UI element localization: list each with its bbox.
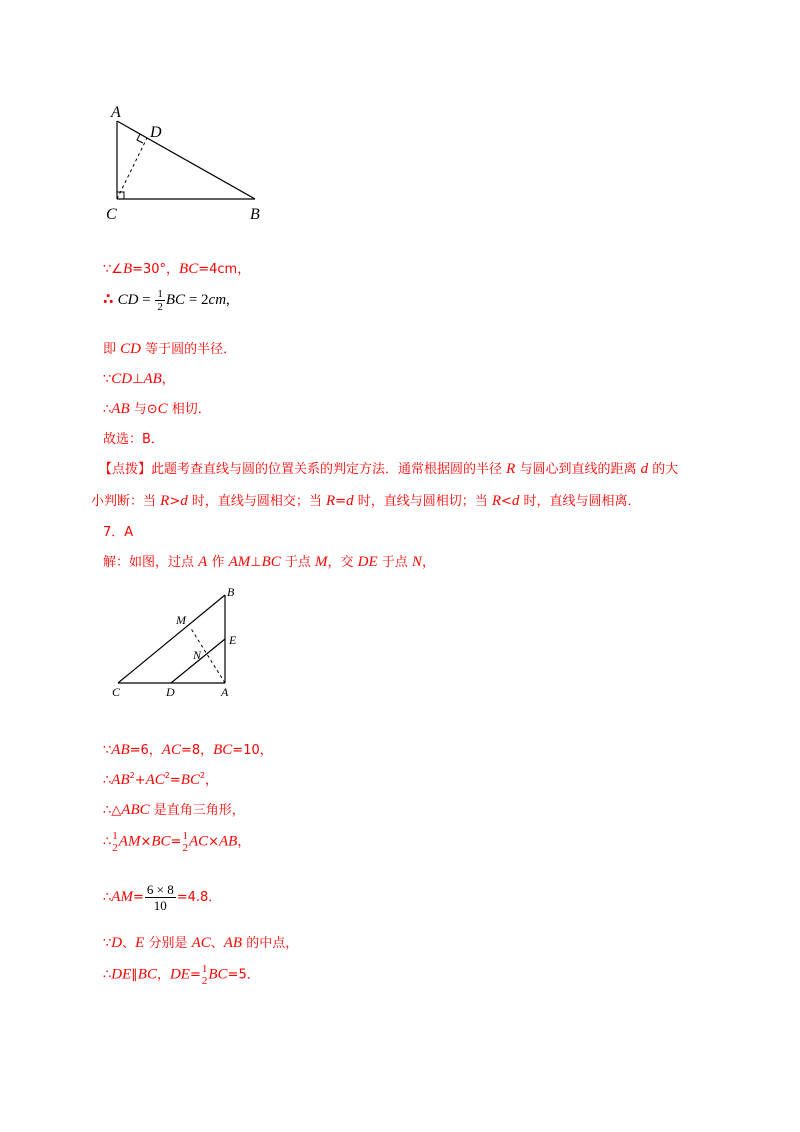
label-d: D bbox=[150, 124, 162, 141]
note-tag: 【点拨】 bbox=[99, 462, 152, 477]
therefore-triangle: ∴△ bbox=[103, 803, 122, 818]
var-r: R bbox=[491, 493, 501, 509]
var-bc: BC bbox=[208, 966, 228, 983]
var-cd: CD bbox=[111, 371, 133, 387]
var-bc: BC bbox=[137, 966, 157, 983]
label-m: M bbox=[176, 613, 186, 627]
fraction-denominator: 2 bbox=[201, 975, 208, 987]
var-am: AM bbox=[111, 889, 133, 905]
var-c: C bbox=[157, 401, 168, 417]
sol7-line-7 bbox=[103, 963, 260, 987]
text: 即 bbox=[103, 342, 121, 357]
var-d: d bbox=[346, 493, 354, 509]
var-bc: BC bbox=[261, 554, 281, 570]
sol7-line-6 bbox=[103, 932, 298, 952]
var-bc: BC bbox=[165, 292, 186, 308]
text: 时，直线与圆相交；当 bbox=[187, 494, 326, 509]
exponent: 2 bbox=[164, 771, 170, 780]
because-symbol: ∵ bbox=[103, 743, 112, 758]
var-am: AM bbox=[118, 833, 141, 850]
text: 与⊙ bbox=[129, 402, 158, 417]
sol7-intro bbox=[103, 551, 435, 571]
times: × bbox=[208, 834, 220, 850]
exponent: 2 bbox=[129, 771, 135, 780]
comma: ， bbox=[161, 372, 175, 387]
fraction-numerator: 1 bbox=[112, 830, 118, 842]
segment-ab bbox=[117, 121, 255, 199]
var-r: R bbox=[325, 493, 336, 509]
sol6-line-2 bbox=[103, 288, 230, 313]
therefore-symbol: ∴ bbox=[103, 290, 114, 308]
label-a: A bbox=[111, 104, 121, 121]
var-n: N bbox=[411, 554, 422, 570]
var-d: D bbox=[111, 935, 123, 951]
fraction-half bbox=[202, 963, 208, 987]
equals: = bbox=[169, 773, 181, 788]
comma: , bbox=[226, 292, 230, 308]
altitude-cd bbox=[117, 138, 147, 199]
therefore-symbol: ∴ bbox=[103, 834, 112, 850]
text: ， bbox=[421, 555, 435, 570]
label-c: C bbox=[112, 685, 121, 699]
label-c: C bbox=[106, 206, 117, 223]
because-symbol: ∵ bbox=[103, 936, 112, 951]
parallel-symbol: ∥ bbox=[131, 967, 138, 983]
var-d: d bbox=[511, 493, 520, 509]
var-b: B bbox=[122, 261, 133, 277]
sol6-line-3 bbox=[103, 338, 236, 358]
note-line-2 bbox=[91, 490, 641, 510]
var-abc: ABC bbox=[121, 802, 150, 818]
var-a: A bbox=[198, 554, 208, 570]
var-de: DE bbox=[357, 554, 378, 570]
fraction-half bbox=[155, 288, 165, 313]
text: 于点 bbox=[377, 555, 412, 570]
fraction-half bbox=[182, 830, 188, 854]
equals: = bbox=[170, 834, 182, 850]
text: 此题考查直线与圆的位置关系的判定方法．通常根据圆的半径 bbox=[151, 462, 507, 477]
lt-symbol: < bbox=[501, 494, 512, 509]
perp-symbol: ⊥ bbox=[132, 372, 144, 387]
var-ab: AB bbox=[111, 772, 130, 788]
var-ab: AB bbox=[223, 935, 243, 951]
value: =6， bbox=[129, 743, 162, 758]
length-value: =4cm， bbox=[198, 262, 251, 277]
var-ab: AB bbox=[219, 833, 238, 850]
therefore-symbol: ∴ bbox=[103, 773, 112, 788]
label-d: D bbox=[166, 685, 175, 699]
exponent: 2 bbox=[199, 771, 206, 780]
fraction-denominator: 10 bbox=[153, 898, 167, 913]
equals: = bbox=[138, 292, 155, 308]
because-symbol: ∵ bbox=[103, 372, 112, 387]
var-r: R bbox=[160, 493, 170, 509]
sol7-line-2 bbox=[103, 769, 218, 789]
text: 时，直线与圆相切；当 bbox=[353, 494, 492, 509]
text: ，交 bbox=[327, 555, 358, 570]
var-bc: BC bbox=[213, 742, 233, 758]
var-m: M bbox=[315, 554, 328, 570]
var-ac: AC bbox=[191, 935, 211, 951]
text: 的大 bbox=[648, 462, 679, 477]
equals: = bbox=[189, 967, 201, 983]
sol7-line-3 bbox=[103, 799, 245, 819]
sol6-line-6: 故选：B． bbox=[103, 432, 164, 447]
fraction-denominator: 2 bbox=[182, 842, 188, 854]
sol7-line-4 bbox=[103, 830, 250, 854]
value: =10， bbox=[232, 743, 273, 758]
result-value: = 2 bbox=[185, 292, 209, 308]
text: 与圆心到直线的距离 bbox=[515, 462, 641, 477]
text: 小判断：当 bbox=[91, 494, 161, 509]
unit-cm: cm bbox=[208, 292, 227, 308]
text: 于点 bbox=[280, 555, 316, 570]
figure-triangle-acb bbox=[100, 95, 280, 225]
fraction-half bbox=[112, 830, 118, 854]
fraction-denominator: 2 bbox=[157, 301, 163, 313]
gt-symbol: > bbox=[169, 494, 181, 509]
text: 分别是 bbox=[144, 936, 192, 951]
sol7-line-5 bbox=[103, 882, 221, 913]
equals: = bbox=[132, 890, 144, 905]
var-de: DE bbox=[111, 966, 132, 983]
var-ac: AC bbox=[188, 833, 209, 850]
sol6-line-4 bbox=[103, 368, 175, 388]
eq-symbol: = bbox=[335, 494, 347, 509]
text: 作 bbox=[207, 555, 229, 570]
separator: 、 bbox=[122, 936, 136, 951]
var-bc: BC bbox=[180, 772, 200, 788]
var-r: R bbox=[506, 461, 516, 477]
plus: + bbox=[134, 773, 146, 788]
fraction-numerator: 1 bbox=[182, 830, 188, 842]
result-value: =5． bbox=[227, 967, 260, 983]
sol7-line-1 bbox=[103, 739, 273, 759]
text: 时，直线与圆相离． bbox=[519, 494, 641, 509]
var-de: DE bbox=[169, 966, 190, 983]
q7-heading: 7．A bbox=[103, 525, 134, 540]
text: 解：如图，过点 bbox=[103, 555, 199, 570]
times: × bbox=[140, 834, 152, 850]
fraction-numerator: 6 × 8 bbox=[146, 882, 174, 897]
text: 是直角三角形， bbox=[149, 803, 245, 818]
text: 相切． bbox=[167, 402, 211, 417]
sol6-line-5 bbox=[103, 398, 211, 418]
fraction-numerator: 1 bbox=[201, 963, 208, 975]
var-e: E bbox=[135, 935, 145, 951]
fraction-six-eight-over-ten bbox=[145, 882, 176, 913]
angle-value: =30°， bbox=[132, 262, 180, 277]
because-angle-symbol: ∵∠ bbox=[103, 262, 123, 277]
text: 的中点， bbox=[242, 936, 299, 951]
sol6-line-1 bbox=[103, 258, 250, 278]
fraction-denominator: 2 bbox=[112, 842, 118, 854]
var-cd: CD bbox=[120, 341, 141, 357]
var-d: d bbox=[640, 461, 649, 477]
var-ab: AB bbox=[143, 371, 162, 387]
comma: ， bbox=[156, 967, 170, 983]
result-value: =4.8． bbox=[176, 890, 222, 905]
therefore-symbol: ∴ bbox=[103, 402, 112, 417]
figure-triangle-cab bbox=[105, 580, 265, 710]
var-d: d bbox=[180, 493, 188, 509]
var-am: AM bbox=[228, 554, 251, 570]
text: 等于圆的半径． bbox=[140, 342, 237, 357]
var-bc: BC bbox=[179, 261, 199, 277]
therefore-symbol: ∴ bbox=[103, 967, 112, 983]
label-n: N bbox=[193, 648, 202, 662]
comma: ， bbox=[237, 834, 251, 850]
var-bc: BC bbox=[151, 833, 171, 850]
label-b: B bbox=[250, 206, 260, 223]
var-ac: AC bbox=[161, 742, 181, 758]
separator: 、 bbox=[210, 936, 224, 951]
label-a: A bbox=[221, 685, 229, 699]
var-cd: CD bbox=[117, 292, 139, 308]
fraction-numerator: 1 bbox=[157, 288, 163, 300]
var-ac: AC bbox=[145, 772, 165, 788]
var-ab: AB bbox=[111, 742, 130, 758]
comma: ， bbox=[205, 773, 219, 788]
therefore-symbol: ∴ bbox=[103, 890, 112, 905]
var-ab: AB bbox=[111, 401, 130, 417]
note-line-1 bbox=[99, 458, 679, 478]
label-b: B bbox=[227, 585, 235, 599]
segment-cb bbox=[118, 595, 225, 683]
label-e: E bbox=[229, 633, 237, 647]
perp-symbol: ⊥ bbox=[250, 555, 262, 570]
value: =8， bbox=[180, 743, 214, 758]
